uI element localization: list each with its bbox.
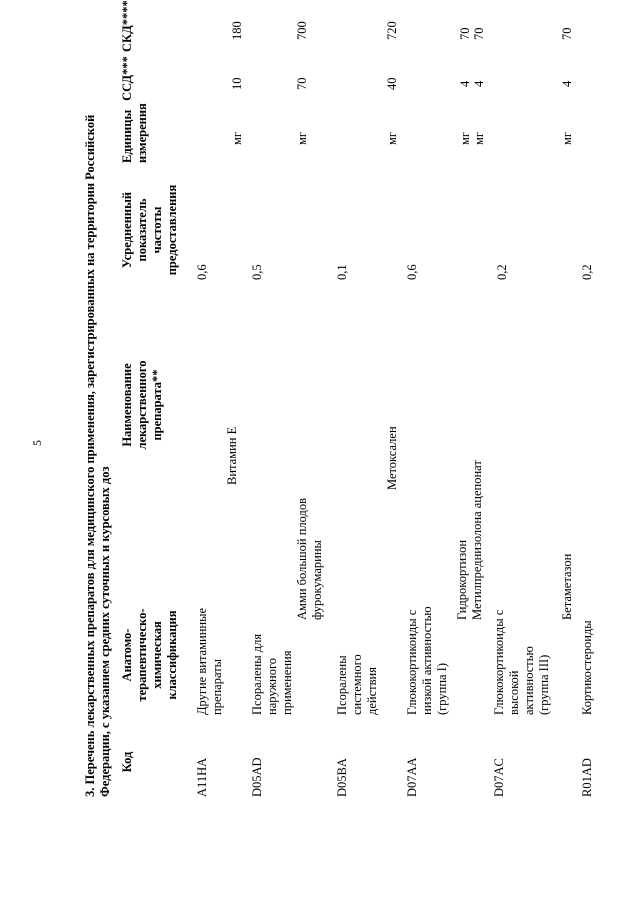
row-skd: 720 bbox=[385, 21, 399, 40]
row-unit: мг bbox=[472, 131, 486, 145]
row-atc: Псоралены системного действия bbox=[335, 654, 379, 715]
row-drug-name: Бетаметазон bbox=[560, 553, 574, 620]
row-ssd: 4 bbox=[472, 80, 486, 87]
col-header-ssd: ССД*** bbox=[120, 56, 134, 101]
row-atc: Глюкокортикоиды с низкой активностью (группа I) bbox=[405, 606, 449, 715]
row-atc: Другие витаминные препараты bbox=[195, 607, 224, 715]
row-unit: мг bbox=[230, 131, 244, 145]
row-skd: 70 bbox=[458, 27, 472, 40]
row-frequency: 0,2 bbox=[580, 264, 594, 280]
row-skd: 70 bbox=[560, 27, 574, 40]
row-skd: 700 bbox=[295, 21, 309, 40]
table-heading: 3. Перечень лекарственных препаратов для медицинского применения, зарегистрированных на территории Российской Федерации, с указанием средних суточных и курсовых доз bbox=[83, 114, 112, 797]
row-unit: мг bbox=[560, 131, 574, 145]
row-code: D07AC bbox=[492, 758, 506, 797]
row-code: D05BA bbox=[335, 758, 349, 797]
row-skd: 70 bbox=[472, 27, 486, 40]
col-header-code: Код bbox=[120, 751, 134, 773]
col-header-skd: СКД**** bbox=[120, 0, 134, 52]
row-ssd: 10 bbox=[230, 77, 244, 90]
row-atc: Глюкокортикоиды с высокой активностью (группа III) bbox=[492, 609, 551, 715]
row-atc: Псоралены для наружного применения bbox=[250, 633, 294, 715]
row-frequency: 0,6 bbox=[405, 264, 419, 280]
row-drug-name: Метилпреднизолона ацепонат bbox=[470, 460, 484, 620]
row-drug-name: Гидрокортизон bbox=[455, 539, 469, 620]
row-drug-name: Амми большой плодов фурокумарины bbox=[295, 497, 324, 620]
row-ssd: 4 bbox=[458, 80, 472, 87]
row-frequency: 0,1 bbox=[335, 264, 349, 280]
row-ssd: 70 bbox=[295, 77, 309, 90]
row-code: D07AA bbox=[405, 757, 419, 797]
row-drug-name: Метоксален bbox=[385, 426, 399, 490]
row-drug-name: Витамин Е bbox=[225, 426, 239, 485]
row-unit: мг bbox=[295, 131, 309, 145]
row-ssd: 40 bbox=[385, 77, 399, 90]
row-code: A11HA bbox=[195, 757, 209, 797]
row-frequency: 0,6 bbox=[195, 264, 209, 280]
col-header-unit: Единицы измерения bbox=[120, 103, 149, 163]
row-frequency: 0,2 bbox=[495, 264, 509, 280]
col-header-drug: Наименование лекарственного препарата** bbox=[120, 360, 164, 450]
row-ssd: 4 bbox=[560, 80, 574, 87]
row-unit: мг bbox=[458, 131, 472, 145]
col-header-atc: Анатомо-терапевтическо-химическая классификация bbox=[120, 608, 179, 702]
row-unit: мг bbox=[385, 131, 399, 145]
row-atc: Кортикостероиды bbox=[580, 620, 594, 715]
row-code: D05AD bbox=[250, 757, 264, 797]
page-number: 5 bbox=[30, 440, 44, 446]
row-code: R01AD bbox=[580, 758, 594, 797]
col-header-frequency: Усредненный показатель частоты предоставления bbox=[120, 184, 179, 276]
row-skd: 180 bbox=[230, 21, 244, 40]
row-frequency: 0,5 bbox=[250, 264, 264, 280]
